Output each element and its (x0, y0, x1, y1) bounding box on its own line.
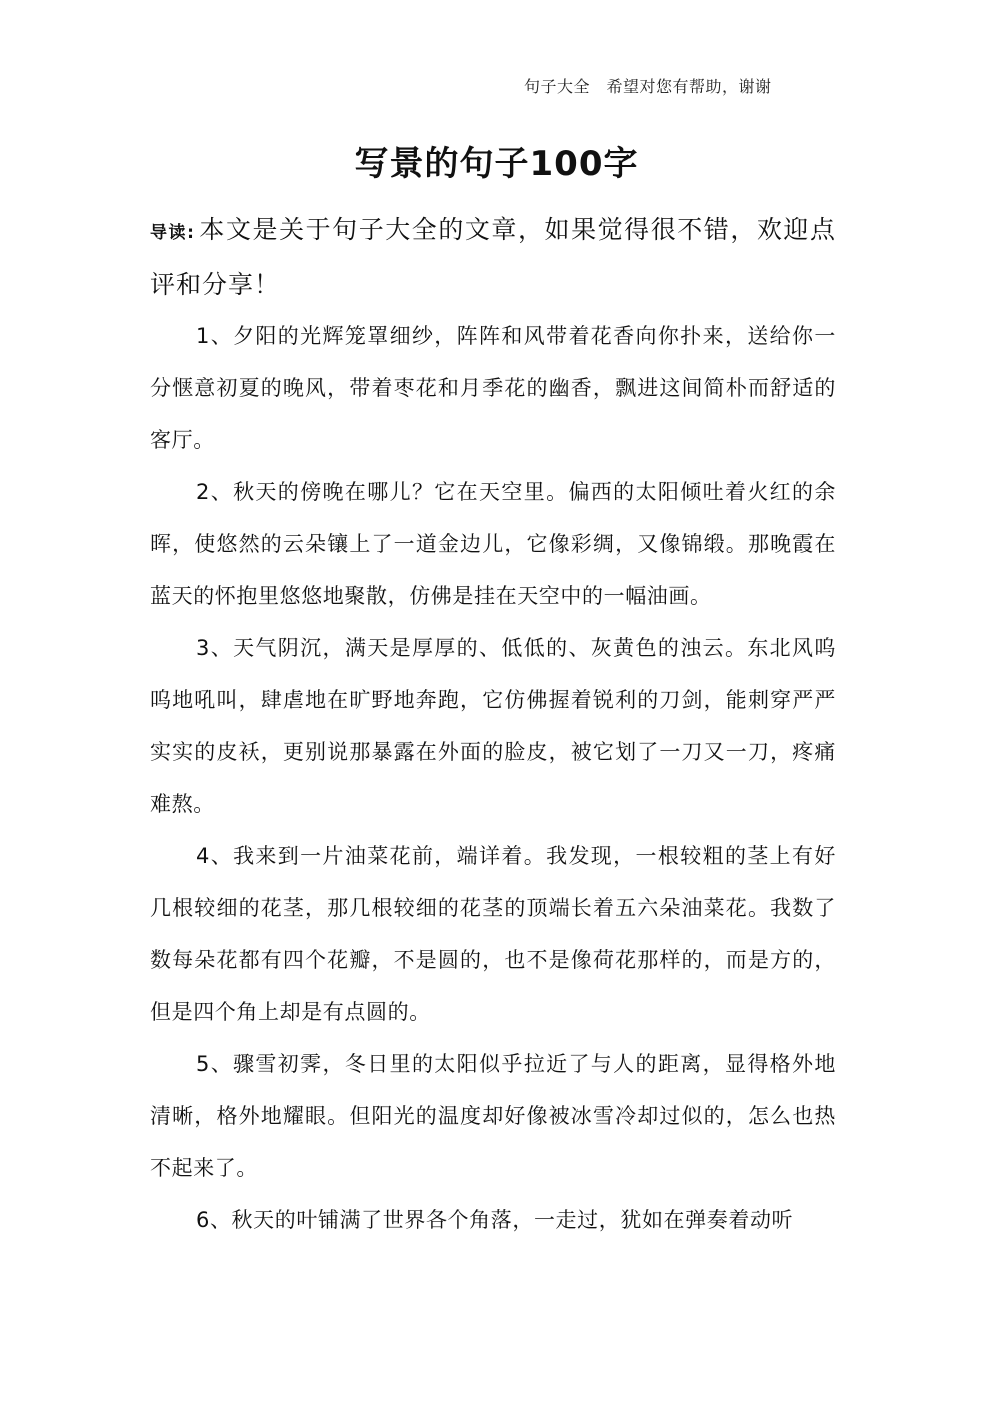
paragraph-3: 3、天气阴沉，满天是厚厚的、低低的、灰黄色的浊云。东北风呜呜地吼叫，肆虐地在旷野地奔跑，它仿佛握着锐利的刀剑，能刺穿严严实实的皮袄，更别说那暴露在外面的脸皮，被它划了一刀又一刀，疼痛难熬。 (150, 636, 836, 816)
document-body (150, 204, 836, 1246)
paragraph-1: 1、夕阳的光辉笼罩细纱，阵阵和风带着花香向你扑来，送给你一分惬意初夏的晚风，带着枣花和月季花的幽香，飘进这间简朴而舒适的客厅。 (150, 324, 836, 452)
paragraph-5: 5、骤雪初霁，冬日里的太阳似乎拉近了与人的距离，显得格外地清晰，格外地耀眼。但阳光的温度却好像被冰雪冷却过似的，怎么也热不起来了。 (150, 1052, 836, 1180)
intro-text: 本文是关于句子大全的文章，如果觉得很不错，欢迎点评和分享！ (150, 215, 836, 299)
intro-paragraph (150, 204, 836, 310)
paragraph-2: 2、秋天的傍晚在哪儿？它在天空里。偏西的太阳倾吐着火红的余晖，使悠然的云朵镶上了一道金边儿，它像彩绸，又像锦缎。那晚霞在蓝天的怀抱里悠悠地聚散，仿佛是挂在天空中的一幅油画。 (150, 480, 836, 608)
intro-label: 导读: (150, 223, 195, 243)
document-title: 写景的句子100字 (354, 144, 639, 184)
header-note: 句子大全 希望对您有帮助，谢谢 (524, 77, 772, 96)
paragraph-6: 6、秋天的叶铺满了世界各个角落，一走过，犹如在弹奏着动听 (196, 1208, 794, 1232)
paragraph-4: 4、我来到一片油菜花前，端详着。我发现，一根较粗的茎上有好几根较细的花茎，那几根较细的花茎的顶端长着五六朵油菜花。我数了数每朵花都有四个花瓣，不是圆的，也不是像荷花那样的，而是方的，但是四个角上却是有点圆的。 (150, 844, 836, 1024)
